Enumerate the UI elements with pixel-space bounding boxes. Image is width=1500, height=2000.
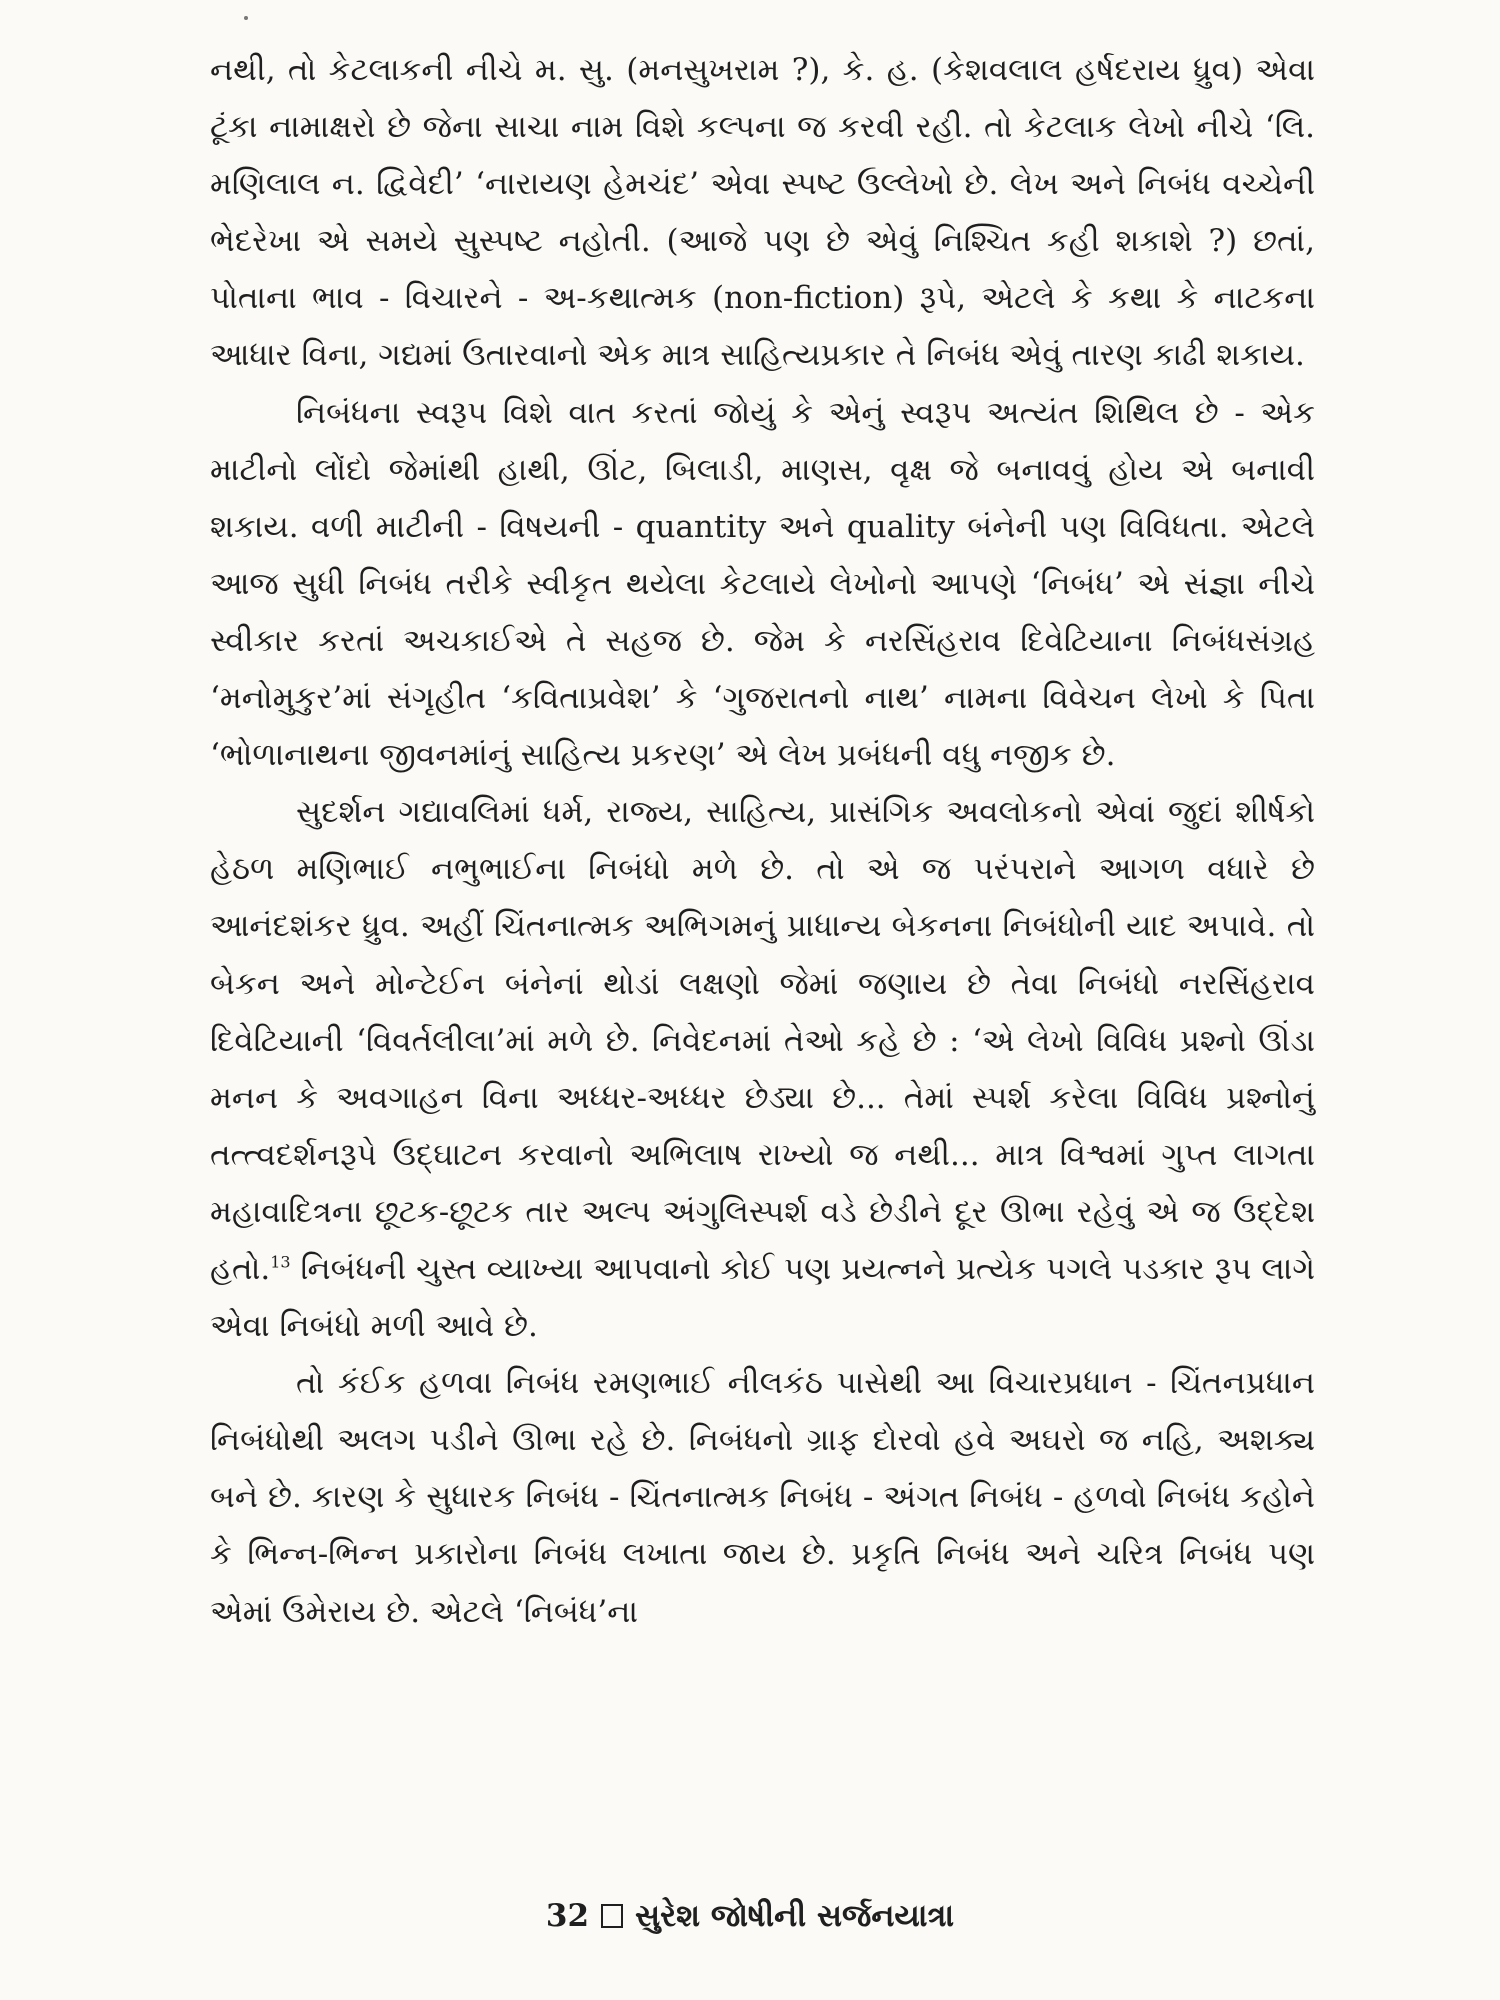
paragraph-2: નિબંધના સ્વરૂપ વિશે વાત કરતાં જોયું કે એનું સ્વરૂપ અત્યંત શિથિલ છે - એક માટીનો લોંદો જેમાંથી હાથી, ઊંટ, બિલાડી, માણસ, વૃક્ષ જે બનાવવું હોય એ બનાવી શકાય. વળી માટીની - વિષયની - quantity અને quality બંનેની પણ વિવિધતા. એટલે આજ સુધી નિબંધ તરીકે સ્વીકૃત થયેલા કેટલાયે લેખોનો આપણે ‘નિબંધ’ એ સંજ્ઞા નીચે સ્વીકાર કરતાં અચકાઈએ તે સહજ છે. જેમ કે નરસિંહરાવ દિવેટિયાના નિબંધસંગ્રહ ‘મનોમુકુર’માં સંગૃહીત ‘કવિતાપ્રવેશ’ કે ‘ગુજરાતનો નાથ’ નામના વિવેચન લેખો કે પિતા ‘ભોળાનાથના જીવનમાંનું સાહિત્ય પ્રકરણ’ એ લેખ પ્રબંધની વધુ નજીક છે. <box>210 394 1315 774</box>
paragraph-4: તો કંઈક હળવા નિબંધ રમણભાઈ નીલકંઠ પાસેથી આ વિચારપ્રધાન - ચિંતનપ્રધાન નિબંધોથી અલગ પડીને ઊભા રહે છે. નિબંધનો ગ્રાફ દોરવો હવે અઘરો જ નહિ, અશક્ય બને છે. કારણ કે સુધારક નિબંધ - ચિંતનાત્મક નિબંધ - અંગત નિબંધ - હળવો નિબંધ કહોને કે ભિન્ન-ભિન્ન પ્રકારોના નિબંધ લખાતા જાય છે. પ્રકૃતિ નિબંધ અને ચરિત્ર નિબંધ પણ એમાં ઉમેરાય છે. એટલે ‘નિબંધ’ના <box>210 1365 1315 1630</box>
paragraph-3-text-b: નિબંધની ચુસ્ત વ્યાખ્યા આપવાનો કોઈ પણ પ્રયત્નને પ્રત્યેક પગલે પડકાર રૂપ લાગે એવા નિબંધો મળી આવે છે. <box>210 1250 1315 1345</box>
paragraph-1: નથી, તો કેટલાકની નીચે મ. સુ. (મનસુખરામ ?), કે. હ. (કેશવલાલ હર્ષદરાય ધ્રુવ) એવા ટૂંકા નામાક્ષરો છે જેના સાચા નામ વિશે કલ્પના જ કરવી રહી. તો કેટલાક લેખો નીચે ‘લિ. મણિલાલ ન. દ્વિવેદી’ ‘નારાયણ હેમચંદ’ એવા સ્પષ્ટ ઉલ્લેખો છે. લેખ અને નિબંધ વચ્ચેની ભેદરેખા એ સમયે સુસ્પષ્ટ નહોતી. (આજે પણ છે એવું નિશ્ચિત કહી શકાશે ?) છતાં, પોતાના ભાવ - વિચારને - અ-કથાત્મક (non-fiction) રૂપે, એટલે કે કથા કે નાટકના આધાર વિના, ગદ્યમાં ઉતારવાનો એક માત્ર સાહિત્યપ્રકાર તે નિબંધ એવું તારણ કાઢી શકાય. <box>210 52 1315 374</box>
body-text <box>210 42 1315 1641</box>
page-number: 32 <box>545 1898 590 1934</box>
paragraph-3-text-a: સુદર્શન ગદ્યાવલિમાં ધર્મ, રાજ્ય, સાહિત્ય, પ્રાસંગિક અવલોકનો એવાં જુદાં શીર્ષકો હેઠળ મણિભાઈ નભુભાઈના નિબંધો મળે છે. તો એ જ પરંપરાને આગળ વધારે છે આનંદશંકર ધ્રુવ. અહીં ચિંતનાત્મક અભિગમનું પ્રાધાન્ય બેકનના નિબંધોની યાદ અપાવે. તો બેકન અને મોન્ટેઈન બંનેનાં થોડાં લક્ષણો જેમાં જણાય છે તેવા નિબંધો નરસિંહરાવ દિવેટિયાની ‘વિવર્તલીલા’માં મળે છે. નિવેદનમાં તેઓ કહે છે : ‘એ લેખો વિવિધ પ્રશ્નો ઊંડા મનન કે અવગાહન વિના અધ્ધર-અધ્ધર છેડ્યા છે... તેમાં સ્પર્શ કરેલા વિવિધ પ્રશ્નોનું તત્ત્વદર્શનરૂપે ઉદ્‌ઘાટન કરવાનો અભિલાષ રાખ્યો જ નથી... માત્ર વિશ્વમાં ગુપ્ત લાગતા મહાવાદિત્રના છૂટક-છૂટક તાર અલ્પ અંગુલિસ્પર્શ વડે છેડીને દૂર ઊભા રહેવું એ જ ઉદ્દેશ હતો. <box>210 794 1315 1287</box>
scan-speck <box>244 16 248 20</box>
box-separator-icon <box>601 1904 623 1928</box>
running-title: સુરેશ જોષીની સર્જનયાત્રા <box>635 1898 955 1934</box>
page-footer <box>0 1896 1500 1936</box>
footnote-reference: 13 <box>270 1252 291 1272</box>
paragraph-3 <box>210 784 1315 1355</box>
